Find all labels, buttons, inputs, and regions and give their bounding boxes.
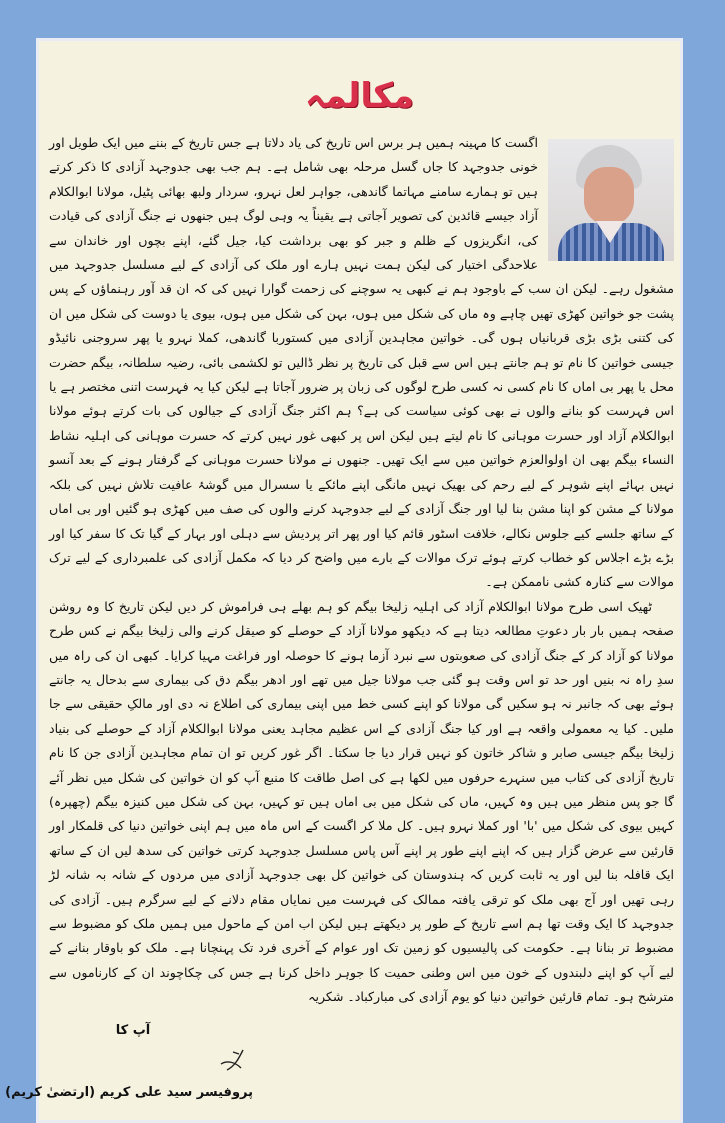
editorial-body (49, 131, 674, 1010)
paragraph-1: اگست کا مہینہ ہمیں ہر برس اس تاریخ کی یاد دلاتا ہے جس تاریخ کے بننے میں ایک طویل اور خونی جدوجہد کا جاں گسل مرحلہ بھی شامل ہے۔ ہم جب بھی جدوجہد آزادی کا ذکر کرتے ہیں تو ہمارے سامنے مہاتما گاندھی، جواہر لعل نہرو، سردار ولبھ بھائی پٹیل، مولانا ابوالکلام آزاد جیسے قائدین کی تصویر آجاتی ہے یقیناً یہ وہی لوگ ہیں جنھوں نے جنگ آزادی کی قیادت کی، انگریزوں کے ظلم و جبر کو بھی برداشت کیا، جیل گئے، اپنے بچوں اور خاندان سے علاحدگی اختیار کی لیکن ہمت نہیں ہارے اور ملک کی آزادی کے لیے مسلسل جدوجہد میں مشغول رہے۔ لیکن ان سب کے باوجود ہم نے کبھی یہ سوچنے کی زحمت گوارا نہیں کی کہ ان قد آور رہنماؤں کے پس پشت جو خواتین کھڑی تھیں چاہے وہ ماں کی شکل میں ہوں، بہن کی شکل میں ہوں، بیوی یا دوست کی شکل میں ان کی کتنی بڑی بڑی قربانیاں ہوں گی۔ خواتین مجاہدین آزادی میں کستوربا گاندھی، کملا نہرو یا پھر سروجنی نائیڈو جیسی خواتین کا نام تو ہم جانتے ہیں اس سے قبل کی تاریخ پر نظر ڈالیں تو لکشمی بائی، رضیہ سلطانہ، بیگم حضرت محل یا پھر بی اماں کا نام کسی نہ کسی طرح لوگوں کی زبان پر ضرور آجاتا ہے لیکن کیا یہ فہرست اتنی مختصر ہے یا اس فہرست کو بنانے والوں نے بھی کوئی سیاست کی ہے؟ ہم اکثر جنگ آزادی کے جیالوں کی بات کرتے ہوئے مولانا ابوالکلام آزاد اور حسرت موہانی کا نام لیتے ہیں لیکن اس پر کبھی غور نہیں کرتے کہ حسرت موہانی کی اہلیہ نشاط النساء بیگم بھی ان اولوالعزم خواتین میں سے ایک تھیں۔ جنھوں نے مولانا حسرت موہانی کے گرفتار ہونے کے بعد آنسو نہیں بہائے اپنے شوہر کے لیے رحم کی بھیک نہیں مانگی اپنے مائکے یا سسرال میں گوشۂ عافیت تلاش نہیں کی بلکہ مولانا کے مشن کو اپنا مشن بنا لیا اور جنگ آزادی کے لیے جدوجہد کرنے والوں کی صف میں کھڑی ہو گئیں اور بی اماں کے ساتھ جلسے کیے جلوس نکالے، خلافت اسٹور قائم کیا اور پھر اتر پردیش سے دہلی اور بہار کے گیا تک کا سفر کیا اور بڑے بڑے اجلاس کو خطاب کرتے ہوئے ترک موالات کے بارے میں واضح کر دیا کہ مکمل آزادی کی علمبرداری کے لیے ترک موالات سے کنارہ کشی ناممکن ہے۔ (49, 135, 674, 590)
editorial-page (5, 38, 683, 1123)
author-name: پروفیسر سید علی کریم (ارتضیٰ کریم) (5, 1084, 253, 1100)
author-photo (548, 139, 674, 261)
page-title: مکالمہ (304, 76, 415, 116)
paragraph-2: ٹھیک اسی طرح مولانا ابوالکلام آزاد کی اہلیہ زلیخا بیگم کو ہم بھلے ہی فراموش کر دیں لیکن تاریخ کا وہ روشن صفحہ ہمیں بار بار دعوتِ مطالعہ دیتا ہے کہ دیکھو مولانا آزاد کے حوصلے کو صیقل کرنے والی زلیخا بیگم نے کس طرح مولانا کو آزاد کر کے جنگ آزادی کی صعوبتوں سے نبرد آزما ہونے کا حوصلہ اور فراغت مہیا کرایا۔ کبھی ان کی راہ میں سدِ راہ نہ بنیں اور حد تو اس وقت ہو گئی جب مولانا جیل میں تھے اور ادھر بیگم دق کی بیماری سے بدحال یہ جانتے ہوئے بھی کہ جانبر نہ ہو سکیں گی مولانا کو اپنے کسی خط میں اپنی بیماری کی اطلاع نہ دی اور مالکِ حقیقی سے جا ملیں۔ کیا یہ معمولی واقعہ ہے اور کیا جنگ آزادی کے اس عظیم مجاہد یعنی مولانا ابوالکلام آزاد کے حوصلے کی بنیاد زلیخا بیگم جیسی صابر و شاکر خاتون کو نہیں قرار دیا جا سکتا۔ اگر غور کریں تو ان تمام مجاہدین آزادی جن کا نام تاریخ آزادی کی کتاب میں سنہرے حرفوں میں لکھا ہے کی اصل طاقت کا منبع آپ کو ان خواتین کی شکل میں نظر آئے گا جو پس منظر میں ہیں وہ کہیں، ماں کی شکل میں بی اماں ہیں تو کہیں، بہن کی شکل میں کنیزہ بیگم (چھپرہ) کہیں بیوی کی شکل میں 'با' اور کملا نہرو ہیں۔ کل ملا کر اگست کے اس ماہ میں ہم اپنی خواتین دنیا کی قلمکار اور قارئین سے عرض گزار ہیں کہ اپنے اپنے طور پر اپنے آس پاس مسلسل جدوجہد کرتی خواتین کی سدھ لیں ان کے ساتھ ایک قافلہ بنا لیں اور یہ ثابت کریں کہ ہندوستان کی خواتین کل بھی جدوجہد آزادی میں مردوں کے شانہ بہ شانہ لڑ رہی تھیں اور آج بھی ملک کو ترقی یافتہ ممالک کی فہرست میں نمایاں مقام دلانے کے لیے سرگرم ہیں۔ آزادی کی جدوجہد کا ایک وقت تھا ہم اسے تاریخ کے طور پر دیکھتے ہیں لیکن اب امن کے ماحول میں ہمیں ملک کو مضبوط سے مضبوط تر بنانا ہے۔ حکومت کی پالیسیوں کو زمین تک اور عوام کے آخری فرد تک پہنچانا ہے۔ ملک کو باوقار بنانے کے لیے آپ کو اپنے دلبندوں کے خون میں اس وطنی حمیت کا جوہر داخل کرنا ہے جس کی چکاچوند ان کے کارناموں سے مترشح ہو۔ تمام قارئین خواتین دنیا کو یوم آزادی کی مبارکباد۔ شکریہ (49, 598, 674, 1005)
closing-text: آپ کا (115, 1022, 151, 1038)
signature-image (213, 1046, 253, 1076)
signoff (5, 1020, 253, 1104)
